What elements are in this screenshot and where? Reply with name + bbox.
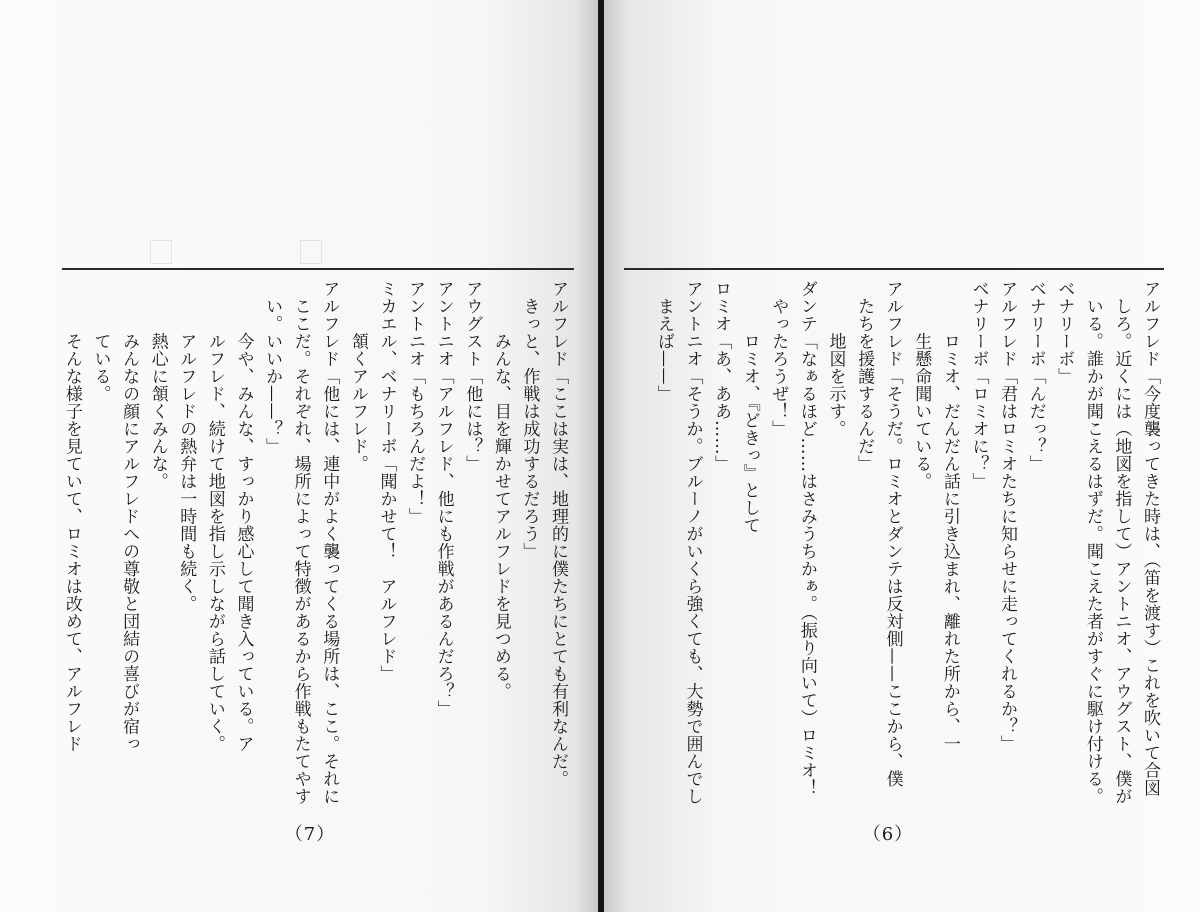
text-line: アルフレド「ここは実は、地理的に僕たちにとても有利なんだ。 <box>548 280 568 788</box>
text-line: アルフレド「他には、連中がよく襲ってくる場所は、ここ。それに <box>319 280 340 805</box>
text-line: ベナリーボ「ロミオに？」 <box>968 280 989 490</box>
text-line: ロミオ、だんだん話に引き込まれ、離れた所から、一 <box>939 280 960 753</box>
text-line: しろ。近くには（地図を指して）アントニオ、アウグスト、僕が <box>1111 280 1132 805</box>
text-line: まえば——」 <box>653 280 674 403</box>
right-page <box>604 0 1200 912</box>
text-line: 地図を示す。 <box>825 280 846 438</box>
text-line: 今や、みんな、すっかり感心して聞き入っている。ア <box>233 280 254 753</box>
bleed-through-box <box>300 240 322 264</box>
text-line: アルフレドの熱弁は一時間も続く。 <box>176 280 197 613</box>
text-line: ロミオ「あ、ああ……」 <box>711 280 732 473</box>
text-line: アルフレド「そうだ。ロミオとダンテは反対側——ここから、僕 <box>882 280 903 788</box>
text-line: ミカエル、ベナリーボ「聞かせて！ アルフレド」 <box>376 280 397 683</box>
text-line: みんな、目を輝かせてアルフレドを見つめる。 <box>490 280 511 700</box>
text-line: きっと、作戦は成功するだろう」 <box>519 280 540 560</box>
text-line: 生懸命聞いている。 <box>911 280 932 490</box>
page-number: （7） <box>284 824 336 845</box>
right-page-text <box>626 280 1164 805</box>
text-line: アントニオ「アルフレド、他にも作戦があるんだろ？」 <box>433 280 454 718</box>
text-line: 熱心に頷くみんな。 <box>147 280 168 490</box>
page-number: （6） <box>862 824 914 845</box>
text-line: いる。誰かが聞こえるはずだ。聞こえた者がすぐに駆け付ける。 <box>1082 280 1103 805</box>
text-line: ベナリーボ「んだっ？」 <box>1025 280 1046 473</box>
bleed-through-box <box>150 240 172 264</box>
text-line: ベナリーボ」 <box>1054 280 1075 385</box>
text-line: アウグスト「他には？」 <box>462 280 483 473</box>
left-page <box>0 0 598 912</box>
left-page-text <box>61 280 572 805</box>
text-line: ている。 <box>90 280 111 403</box>
text-line: い。いいか——？」 <box>262 280 283 455</box>
header-rule <box>62 268 574 270</box>
text-line: 頷くアルフレド。 <box>347 280 368 473</box>
text-line: たちを援護するんだ」 <box>854 280 875 473</box>
text-line: ロミオ、『どきっ』として <box>739 280 760 534</box>
text-line: ここだ。それぞれ、場所によって特徴があるから作戦もたてやす <box>290 280 311 805</box>
text-line: ルフレド、続けて地図を指し示しながら話していく。 <box>204 280 225 753</box>
text-line: やったろうぜ！」 <box>768 280 789 438</box>
text-line: アントニオ「もちろんだよ！」 <box>405 280 426 525</box>
text-line: アルフレド「今度襲ってきた時は、（笛を渡す）これを吹いて合図 <box>1140 280 1160 797</box>
text-line: アルフレド「君はロミオたちに知らせに走ってくれるか？」 <box>997 280 1018 753</box>
text-line: ダンテ「なぁるほど……はさみうちかぁ。（振り向いて）ロミオ！ <box>796 280 817 797</box>
text-line: そんな様子を見ていて、ロミオは改めて、アルフレド <box>61 280 82 753</box>
text-line: みんなの顔にアルフレドへの尊敬と団結の喜びが宿っ <box>119 280 140 753</box>
text-line: アントニオ「そうか。ブルーノがいくら強くても、大勢で囲んでし <box>682 280 703 805</box>
header-rule <box>624 268 1164 270</box>
